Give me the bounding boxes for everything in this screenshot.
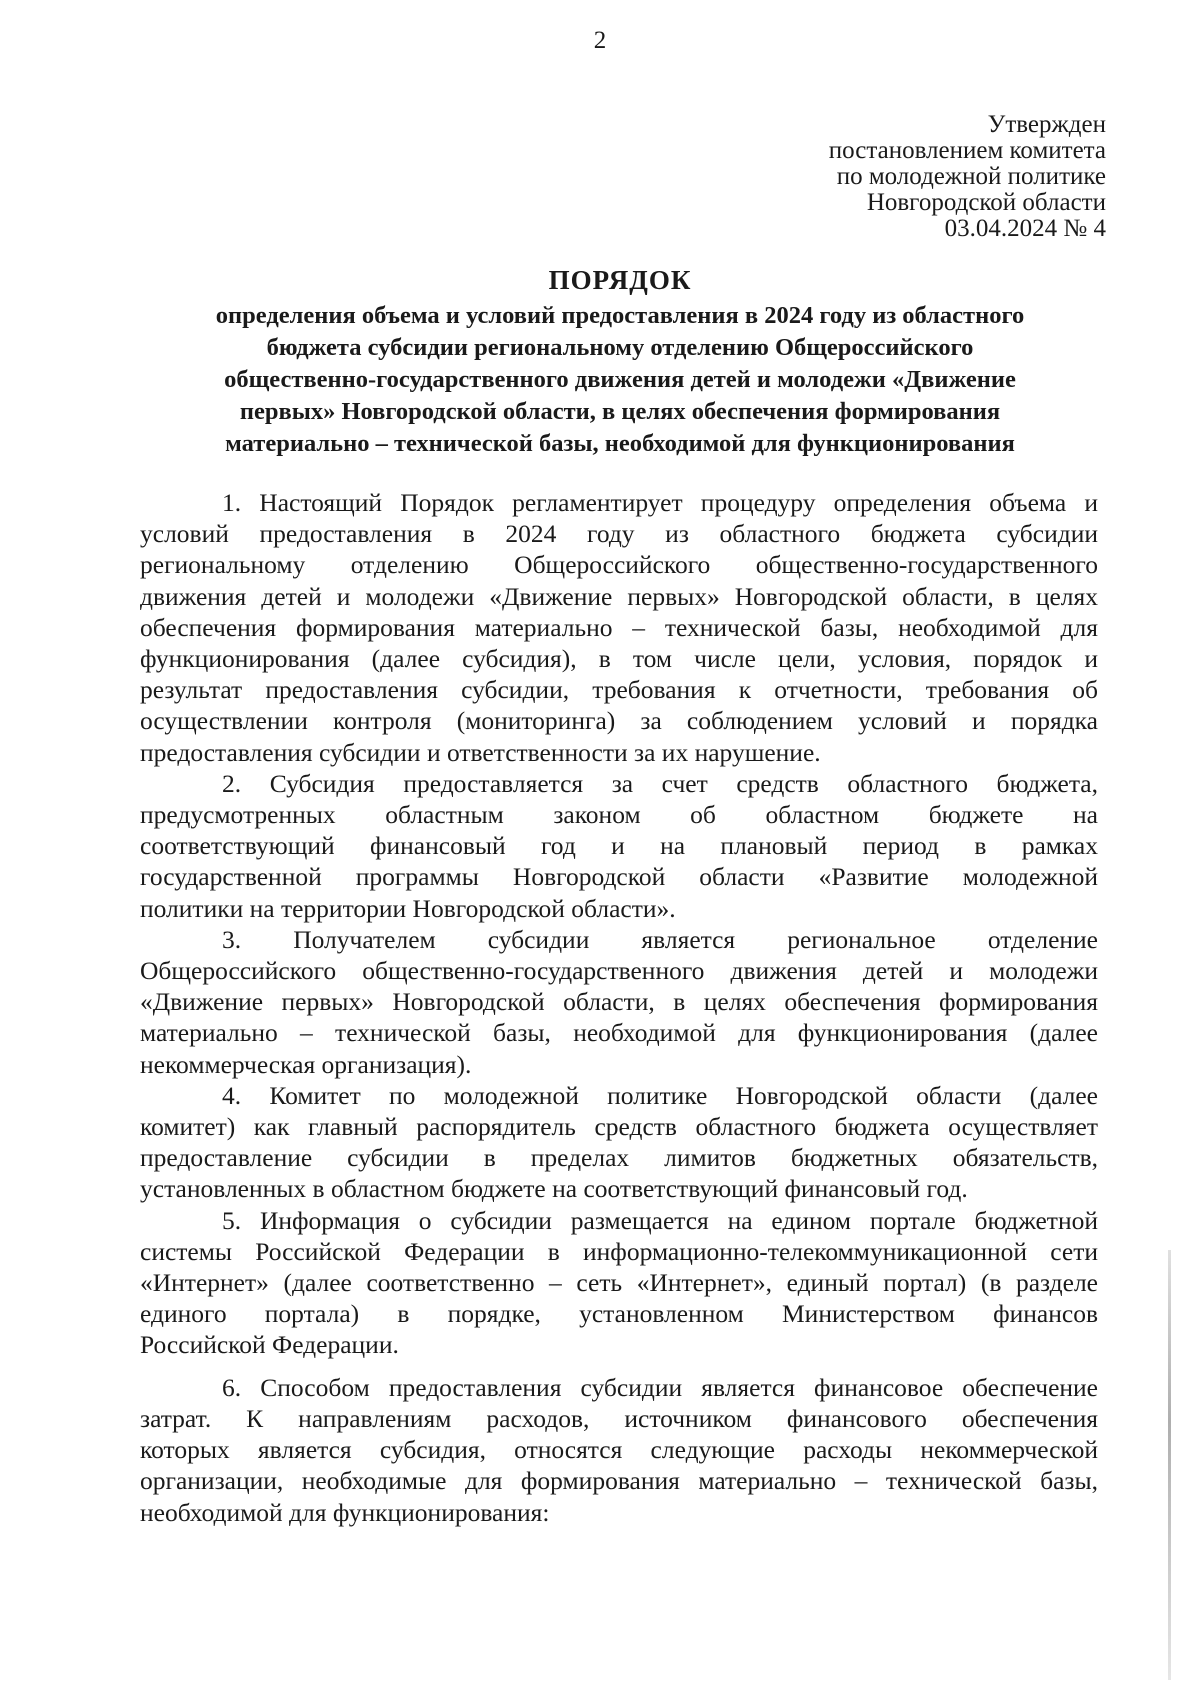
text-line: материально – технической базы, необходимой для функционирования (далее [140, 1018, 1098, 1048]
subtitle-line: первых» Новгородской области, в целях обеспечения формирования [239, 398, 1001, 425]
text-line: движения детей и молодежи «Движение первых» Новгородской области, в целях [140, 581, 1098, 611]
text-line: обеспечения формирования материально – технической базы, необходимой для [140, 612, 1098, 642]
document-body [140, 487, 1098, 1528]
text-line: 1. Настоящий Порядок регламентирует процедуру определения объема и [222, 488, 1098, 517]
text-line: единого портала) в порядке, установленном Министерством финансов [140, 1299, 1098, 1329]
approval-line: постановлением комитета [828, 137, 1106, 164]
subtitle-line: материально – технической базы, необходимой для функционирования [225, 430, 1015, 457]
text-line: предоставления субсидии и ответственности за их нарушение. [140, 737, 821, 767]
subtitle-line: общественно-государственного движения детей и молодежи «Движение [224, 366, 1016, 393]
text-line: комитет) как главный распорядитель средств областного бюджета осуществляет [140, 1112, 1098, 1142]
text-line: системы Российской Федерации в информационно-телекоммуникационной сети [140, 1236, 1098, 1266]
text-line: Российской Федерации. [140, 1330, 399, 1360]
document-subtitle [140, 300, 1100, 460]
approval-stamp [829, 112, 1106, 242]
text-line: некоммерческая организация). [140, 1049, 472, 1079]
text-line: предоставление субсидии в пределах лимитов бюджетных обязательств, [140, 1143, 1098, 1173]
text-line: результат предоставления субсидии, требования к отчетности, требования об [140, 675, 1098, 705]
text-line: предусмотренных областным законом об областном бюджете на [140, 800, 1098, 830]
text-line: функционирования (далее субсидия), в том числе цели, условия, порядок и [140, 644, 1098, 674]
document-title: ПОРЯДОК [548, 265, 692, 295]
subtitle-line: бюджета субсидии региональному отделению Общероссийского [266, 334, 974, 361]
text-line: осуществлении контроля (мониторинга) за соблюдением условий и порядка [140, 706, 1098, 736]
text-line: которых является субсидия, относятся следующие расходы некоммерческой [140, 1435, 1098, 1465]
text-line: 3. Получателем субсидии является региональное отделение [222, 924, 1098, 954]
document-title-block [140, 262, 1100, 460]
approval-date-number: 03.04.2024 № 4 [944, 215, 1106, 242]
paragraph-3 [140, 924, 1098, 1080]
approval-line: по молодежной политике [836, 163, 1106, 190]
text-line: затрат. К направлениям расходов, источником финансового обеспечения [140, 1403, 1098, 1433]
approval-line: Утвержден [987, 111, 1106, 138]
paragraph-gap [140, 1361, 1098, 1372]
text-line: 2. Субсидия предоставляется за счет средств областного бюджета, [222, 768, 1098, 798]
text-line: соответствующий финансовый год и на плановый период в рамках [140, 831, 1098, 861]
text-line: «Интернет» (далее соответственно – сеть «Интернет», единый портал) (в разделе [140, 1268, 1098, 1298]
paragraph-2 [140, 768, 1098, 924]
subtitle-line: определения объема и условий предоставления в 2024 году из областного [215, 302, 1025, 329]
paragraph-5 [140, 1205, 1098, 1361]
text-line: «Движение первых» Новгородской области, в целях обеспечения формирования [140, 987, 1098, 1017]
text-line: 5. Информация о субсидии размещается на едином портале бюджетной [222, 1205, 1098, 1235]
text-line: Общероссийского общественно-государственного движения детей и молодежи [140, 956, 1098, 986]
text-line: государственной программы Новгородской области «Развитие молодежной [140, 862, 1098, 892]
text-line: условий предоставления в 2024 году из областного бюджета субсидии [140, 519, 1098, 549]
text-line: 6. Способом предоставления субсидии является финансовое обеспечение [222, 1372, 1098, 1402]
paragraph-4 [140, 1080, 1098, 1205]
text-line: политики на территории Новгородской области». [140, 893, 676, 923]
paragraph-6 [140, 1372, 1098, 1528]
text-line: необходимой для функционирования: [140, 1497, 550, 1527]
scan-edge-artifact [1168, 1250, 1171, 1680]
text-line: региональному отделению Общероссийского общественно-государственного [140, 550, 1098, 580]
text-line: установленных в областном бюджете на соответствующий финансовый год. [140, 1174, 968, 1204]
approval-line: Новгородской области [866, 189, 1106, 216]
text-line: 4. Комитет по молодежной политике Новгородской области (далее [222, 1080, 1098, 1110]
page-number: 2 [593, 27, 607, 54]
paragraph-1 [140, 487, 1098, 768]
text-line: организации, необходимые для формирования материально – технической базы, [140, 1466, 1098, 1496]
